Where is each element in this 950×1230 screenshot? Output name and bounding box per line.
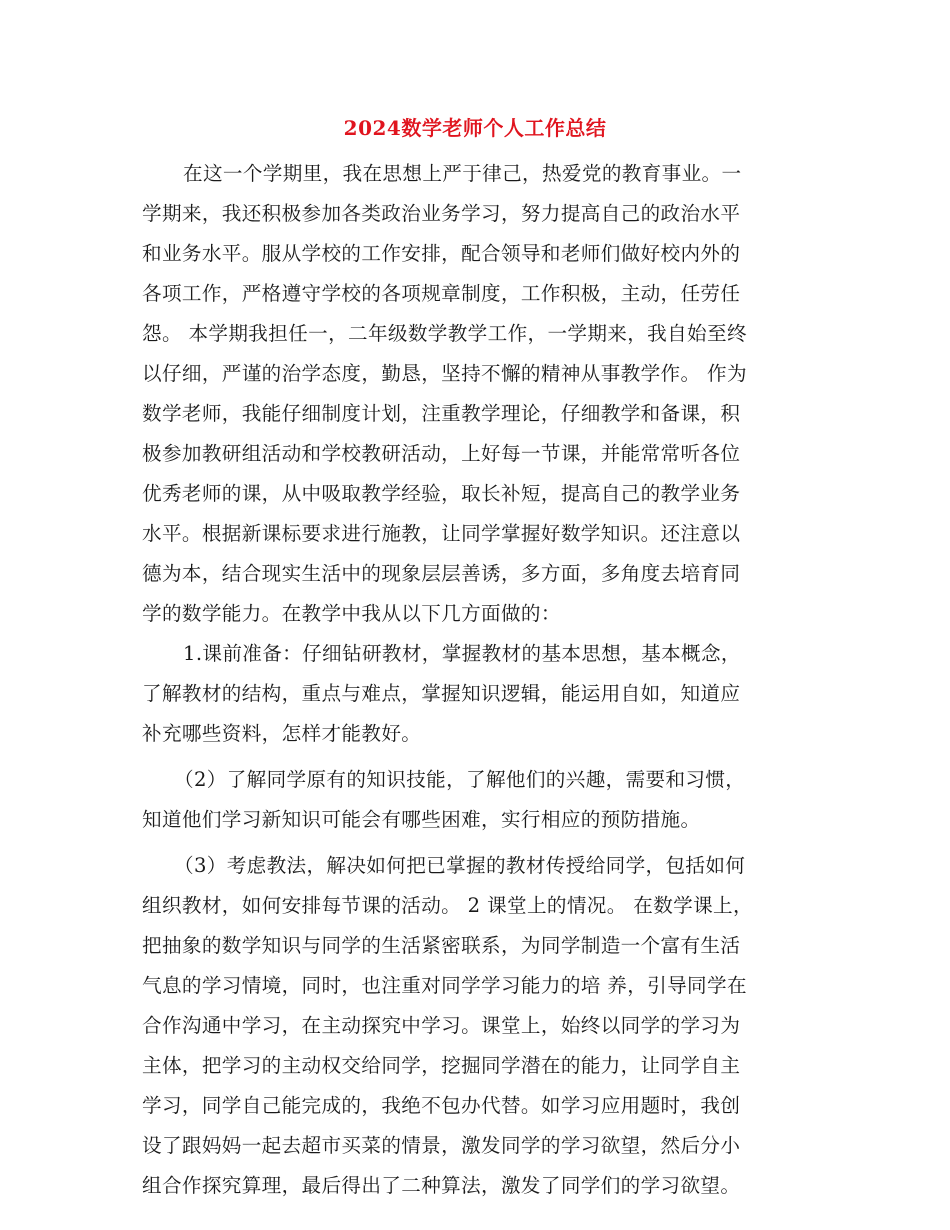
document-title: 2024数学老师个人工作总结 xyxy=(343,116,607,140)
paragraph-line: 和业务水平。服从学校的工作安排，配合领导和老师们做好校内外的 xyxy=(142,242,741,265)
paragraph-line: 怨。 本学期我担任一，二年级数学教学工作，一学期来，我自始至终 xyxy=(142,322,747,345)
paragraph-line: 德为本，结合现实生活中的现象层层善诱，多方面，多角度去培育同 xyxy=(142,562,741,585)
paragraph-line: 补充哪些资料，怎样才能教好。 xyxy=(142,722,422,745)
paragraph-line: 气息的学习情境，同时，也注重对同学学习能力的培 养，引导同学在 xyxy=(142,974,747,997)
paragraph-line: 主体，把学习的主动权交给同学，挖掘同学潜在的能力，让同学自主 xyxy=(142,1054,741,1077)
paragraph-line: 各项工作，严格遵守学校的各项规章制度，工作积极，主动，任劳任 xyxy=(142,282,741,305)
paragraph-line: 1.课前准备：仔细钻研教材，掌握教材的基本思想，基本概念， xyxy=(183,642,741,665)
paragraph-line: 水平。根据新课标要求进行施教，让同学掌握好数学知识。还注意以 xyxy=(142,522,741,545)
paragraph-line: 知道他们学习新知识可能会有哪些困难，实行相应的预防措施。 xyxy=(142,808,701,831)
paragraph-line: 了解教材的结构，重点与难点，掌握知识逻辑，能运用自如，知道应 xyxy=(142,682,741,705)
paragraph-line: 极参加教研组活动和学校教研活动，上好每一节课，并能常常听各位 xyxy=(142,442,741,465)
paragraph-line: 组织教材，如何安排每节课的活动。 2 课堂上的情况。 在数学课上， xyxy=(142,894,753,917)
paragraph-line: 在这一个学期里，我在思想上严于律己，热爱党的教育事业。一 xyxy=(183,162,742,185)
paragraph-line: 以仔细，严谨的治学态度，勤恳，坚持不懈的精神从事教学作。 作为 xyxy=(142,362,747,385)
paragraph-line: 数学老师，我能仔细制度计划，注重教学理论，仔细教学和备课，积 xyxy=(142,402,741,425)
paragraph-line: （2）了解同学原有的知识技能，了解他们的兴趣，需要和习惯， xyxy=(174,768,746,791)
paragraph-line: （3）考虑教法，解决如何把已掌握的教材传授给同学，包括如何 xyxy=(174,854,746,877)
paragraph-line: 合作沟通中学习，在主动探究中学习。课堂上，始终以同学的学习为 xyxy=(142,1014,741,1037)
paragraph-line: 设了跟妈妈一起去超市买菜的情景，激发同学的学习欲望，然后分小 xyxy=(142,1134,741,1157)
paragraph-line: 优秀老师的课，从中吸取教学经验，取长补短，提高自己的教学业务 xyxy=(142,482,741,505)
paragraph-line: 学的数学能力。在教学中我从以下几方面做的： xyxy=(142,602,561,625)
paragraph-line: 把抽象的数学知识与同学的生活紧密联系，为同学制造一个富有生活 xyxy=(142,934,741,957)
paragraph-line: 组合作探究算理，最后得出了二种算法，激发了同学们的学习欲望。 xyxy=(142,1174,741,1197)
paragraph-line: 学期来，我还积极参加各类政治业务学习，努力提高自己的政治水平 xyxy=(142,202,741,225)
paragraph-line: 学习，同学自己能完成的，我绝不包办代替。如学习应用题时，我创 xyxy=(142,1094,741,1117)
